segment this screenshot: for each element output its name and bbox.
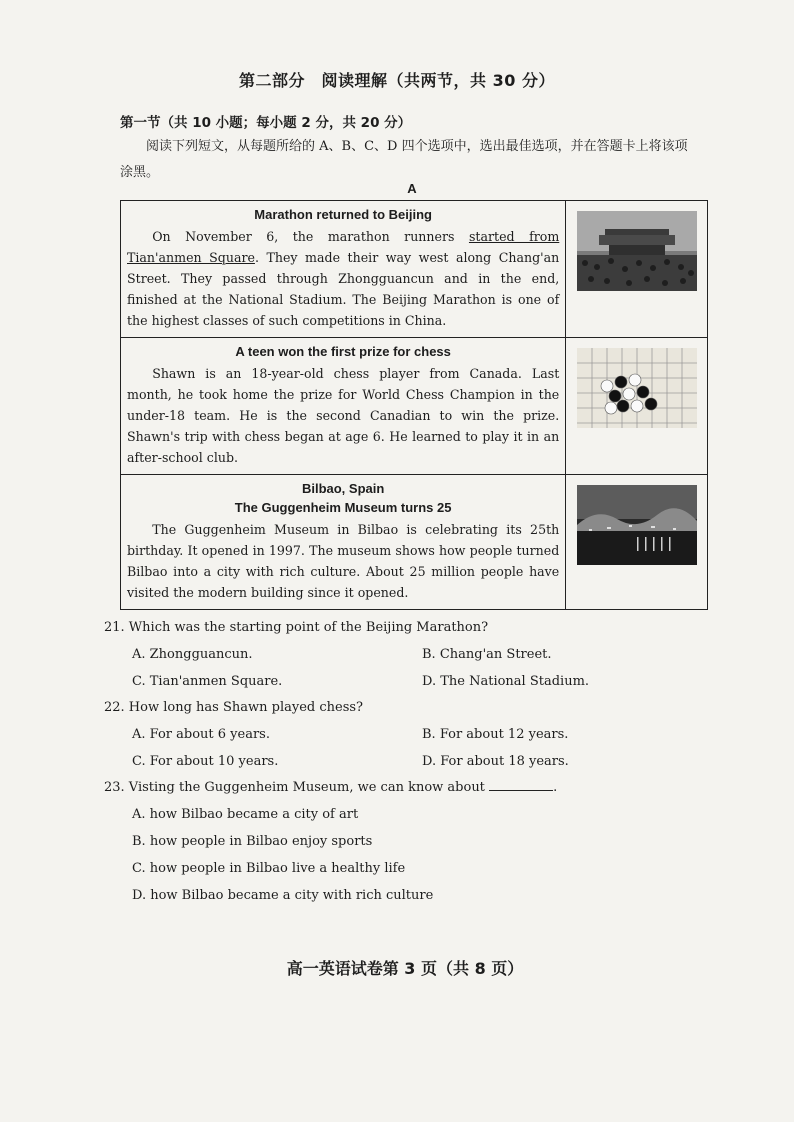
- news-row-chess: [121, 338, 708, 475]
- option-c: C. how people in Bilbao live a healthy life: [132, 861, 406, 876]
- go-board-photo: [577, 348, 697, 428]
- option-c: C. Tian'anmen Square.: [132, 674, 283, 689]
- question-stem: 22. How long has Shawn played chess?: [104, 700, 364, 715]
- news-row-museum: [121, 475, 708, 610]
- option-grid: [132, 721, 704, 775]
- news-text-museum: [121, 475, 566, 610]
- news-title-chess: A teen won the first prize for chess: [235, 344, 451, 359]
- tiananmen-photo: [577, 211, 697, 291]
- news-title-museum: The Guggenheim Museum turns 25: [234, 500, 452, 515]
- question-stem: 21. Which was the starting point of the Beijing Marathon?: [104, 620, 489, 635]
- option-c: C. For about 10 years.: [132, 754, 279, 769]
- passage-letter: A: [407, 181, 417, 196]
- news-body-marathon-start: On November 6, the marathon runners: [152, 229, 469, 244]
- news-body-marathon-rest: . They made their way west along Chang'an Street. They passed through Zhongguancun and in the end, finished at the National Stadium. The Beijing Marathon is one of the highest classes of such competitions in China.: [127, 250, 560, 328]
- question-stem-text: 23. Visting the Guggenheim Museum, we can know about: [104, 780, 485, 795]
- option-d: D. For about 18 years.: [422, 754, 569, 769]
- news-body-museum: The Guggenheim Museum in Bilbao is celebrating its 25th birthday. It opened in 1997. The museum shows how people turned Bilbao into a city with rich culture. About 25 million people have visited the modern building since it opened.: [127, 522, 560, 600]
- news-image-cell-chess: [566, 338, 708, 475]
- option-d: D. The National Stadium.: [422, 674, 590, 689]
- option-a: A. Zhongguancun.: [132, 647, 253, 662]
- option-a: A. For about 6 years.: [132, 727, 270, 742]
- museum-night-photo: [577, 485, 697, 565]
- news-title-museum-location: Bilbao, Spain: [301, 481, 385, 496]
- question-stem-end: .: [553, 780, 558, 795]
- news-text-marathon: [121, 201, 566, 338]
- option-b: B. how people in Bilbao enjoy sports: [132, 834, 373, 849]
- news-image-cell-museum: [566, 475, 708, 610]
- news-title-marathon: Marathon returned to Beijing: [254, 207, 432, 222]
- option-b: B. For about 12 years.: [422, 727, 569, 742]
- news-table: [120, 200, 708, 610]
- question-stem: [104, 775, 704, 801]
- news-image-cell-marathon: [566, 201, 708, 338]
- news-body-marathon: [127, 226, 559, 331]
- news-text-chess: [121, 338, 566, 475]
- question-22: [104, 695, 704, 775]
- questions: [104, 615, 704, 909]
- page-footer: 高一英语试卷第 3 页（共 8 页）: [286, 959, 524, 978]
- news-body-marathon-underlined: started from Tian'anmen Square: [127, 229, 560, 265]
- answer-blank: [489, 778, 553, 791]
- part-title: 第二部分 阅读理解（共两节，共 30 分）: [239, 71, 555, 90]
- news-body-chess: Shawn is an 18-year-old chess player from Canada. Last month, he took home the prize for World Chess Champion in the under-18 team. He is the second Canadian to win the prize. Shawn's trip with chess began at age 6. He learned to play it in an after-school club.: [127, 366, 560, 465]
- option-grid: [132, 641, 704, 695]
- question-21: [104, 615, 704, 695]
- section-title: 第一节（共 10 小题；每小题 2 分，共 20 分）: [120, 115, 412, 131]
- news-row-marathon: [121, 201, 708, 338]
- question-23: [104, 775, 704, 909]
- option-b: B. Chang'an Street.: [422, 647, 552, 662]
- option-d: D. how Bilbao became a city with rich culture: [132, 888, 434, 903]
- option-a: A. how Bilbao became a city of art: [132, 807, 359, 822]
- instructions: 阅读下列短文，从每题所给的 A、B、C、D 四个选项中，选出最佳选项，并在答题卡上将该项涂黑。: [120, 139, 688, 180]
